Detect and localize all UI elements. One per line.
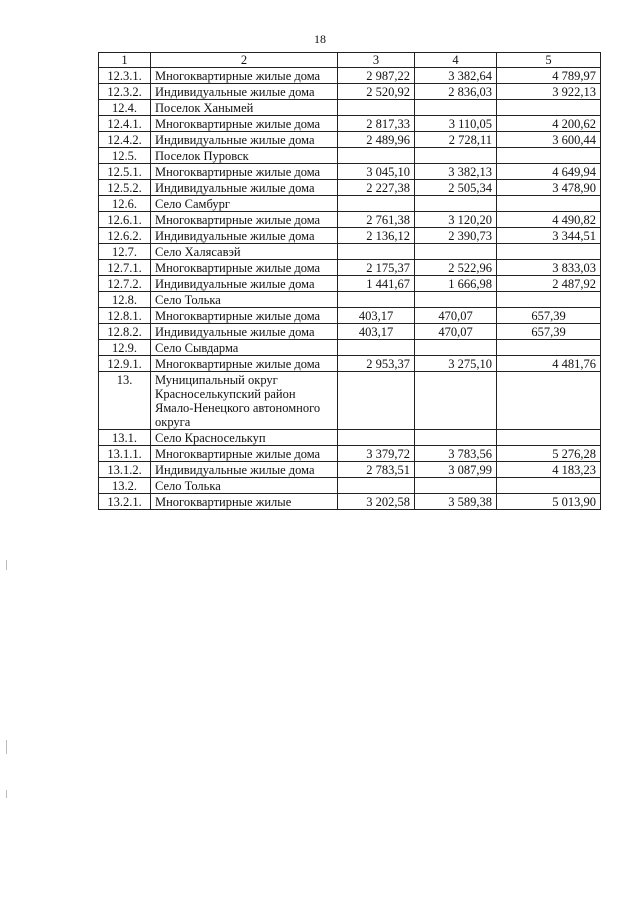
header-cell-2: 2 <box>151 53 338 68</box>
row-value-col4: 2 836,03 <box>415 84 497 100</box>
row-number: 12.6. <box>99 196 151 212</box>
row-value-col4: 1 666,98 <box>415 276 497 292</box>
row-name: Индивидуальные жилые дома <box>151 132 338 148</box>
row-value-col5: 657,39 <box>497 308 601 324</box>
table-row <box>99 324 601 340</box>
row-value-col4: 3 589,38 <box>415 494 497 510</box>
row-value-col3: 2 489,96 <box>338 132 415 148</box>
row-value-col3 <box>338 148 415 164</box>
row-value-col3: 2 987,22 <box>338 68 415 84</box>
row-value-col5: 3 600,44 <box>497 132 601 148</box>
table-row <box>99 260 601 276</box>
row-value-col4: 3 275,10 <box>415 356 497 372</box>
table-row <box>99 340 601 356</box>
table-row <box>99 478 601 494</box>
row-value-col3: 3 379,72 <box>338 446 415 462</box>
table-row <box>99 430 601 446</box>
row-number: 12.8.1. <box>99 308 151 324</box>
row-value-col4: 2 390,73 <box>415 228 497 244</box>
row-number: 12.6.1. <box>99 212 151 228</box>
table-row <box>99 180 601 196</box>
row-value-col3: 3 202,58 <box>338 494 415 510</box>
row-value-col5: 5 013,90 <box>497 494 601 510</box>
row-name: Индивидуальные жилые дома <box>151 84 338 100</box>
row-value-col3 <box>338 244 415 260</box>
row-name: Индивидуальные жилые дома <box>151 180 338 196</box>
row-value-col4: 3 120,20 <box>415 212 497 228</box>
row-value-col3: 1 441,67 <box>338 276 415 292</box>
row-value-col5: 657,39 <box>497 324 601 340</box>
row-name: Муниципальный округ Красноселькупский район Ямало-Ненецкого автономного округа <box>151 372 338 430</box>
row-number: 12.8. <box>99 292 151 308</box>
row-value-col5: 4 200,62 <box>497 116 601 132</box>
row-value-col5: 5 276,28 <box>497 446 601 462</box>
table-row <box>99 244 601 260</box>
row-value-col4: 3 110,05 <box>415 116 497 132</box>
row-number: 13.2. <box>99 478 151 494</box>
row-value-col4 <box>415 430 497 446</box>
row-value-col4 <box>415 148 497 164</box>
row-value-col5 <box>497 340 601 356</box>
table-row <box>99 100 601 116</box>
row-value-col3: 2 520,92 <box>338 84 415 100</box>
row-value-col5: 4 649,94 <box>497 164 601 180</box>
row-value-col3: 2 227,38 <box>338 180 415 196</box>
row-name: Многоквартирные жилые дома <box>151 308 338 324</box>
row-name: Многоквартирные жилые дома <box>151 212 338 228</box>
row-value-col4: 2 728,11 <box>415 132 497 148</box>
table-row <box>99 164 601 180</box>
header-cell-1: 1 <box>99 53 151 68</box>
row-value-col5 <box>497 372 601 430</box>
header-cell-4: 4 <box>415 53 497 68</box>
table-row <box>99 356 601 372</box>
row-value-col4 <box>415 100 497 116</box>
table-row <box>99 308 601 324</box>
row-name: Многоквартирные жилые дома <box>151 260 338 276</box>
row-number: 12.7. <box>99 244 151 260</box>
row-value-col3: 2 817,33 <box>338 116 415 132</box>
row-value-col4 <box>415 292 497 308</box>
table-row <box>99 196 601 212</box>
table-row <box>99 212 601 228</box>
row-number: 12.9. <box>99 340 151 356</box>
header-cell-5: 5 <box>497 53 601 68</box>
row-value-col4: 3 382,13 <box>415 164 497 180</box>
row-value-col5: 3 922,13 <box>497 84 601 100</box>
row-value-col5 <box>497 196 601 212</box>
row-name: Поселок Пуровск <box>151 148 338 164</box>
row-name: Село Сывдарма <box>151 340 338 356</box>
table-row <box>99 116 601 132</box>
row-name: Многоквартирные жилые дома <box>151 164 338 180</box>
row-value-col5: 2 487,92 <box>497 276 601 292</box>
row-value-col4: 3 087,99 <box>415 462 497 478</box>
row-value-col5: 3 478,90 <box>497 180 601 196</box>
row-number: 12.3.2. <box>99 84 151 100</box>
row-name: Индивидуальные жилые дома <box>151 228 338 244</box>
row-number: 12.5.2. <box>99 180 151 196</box>
row-value-col4: 2 522,96 <box>415 260 497 276</box>
header-cell-3: 3 <box>338 53 415 68</box>
row-value-col5: 4 490,82 <box>497 212 601 228</box>
row-name: Многоквартирные жилые дома <box>151 116 338 132</box>
row-value-col3 <box>338 196 415 212</box>
row-value-col5 <box>497 292 601 308</box>
row-number: 13. <box>99 372 151 430</box>
table-row <box>99 462 601 478</box>
row-value-col3: 2 953,37 <box>338 356 415 372</box>
row-value-col3: 2 783,51 <box>338 462 415 478</box>
row-value-col5: 3 344,51 <box>497 228 601 244</box>
row-value-col5 <box>497 430 601 446</box>
row-number: 13.1.1. <box>99 446 151 462</box>
table-row <box>99 148 601 164</box>
row-value-col3 <box>338 100 415 116</box>
row-name: Село Толька <box>151 292 338 308</box>
row-number: 12.5. <box>99 148 151 164</box>
row-name: Село Самбург <box>151 196 338 212</box>
row-name: Индивидуальные жилые дома <box>151 276 338 292</box>
tariff-table <box>98 52 601 510</box>
row-value-col5 <box>497 478 601 494</box>
row-value-col5: 4 789,97 <box>497 68 601 84</box>
row-value-col4 <box>415 244 497 260</box>
table-row <box>99 292 601 308</box>
row-value-col5: 4 183,23 <box>497 462 601 478</box>
row-name: Индивидуальные жилые дома <box>151 462 338 478</box>
row-value-col5 <box>497 244 601 260</box>
row-value-col5: 3 833,03 <box>497 260 601 276</box>
row-value-col3: 3 045,10 <box>338 164 415 180</box>
row-name: Индивидуальные жилые дома <box>151 324 338 340</box>
row-number: 12.4.1. <box>99 116 151 132</box>
row-name: Многоквартирные жилые дома <box>151 68 338 84</box>
row-value-col4: 2 505,34 <box>415 180 497 196</box>
table-row <box>99 68 601 84</box>
row-number: 12.5.1. <box>99 164 151 180</box>
page-number: 18 <box>314 32 326 46</box>
row-value-col3: 2 136,12 <box>338 228 415 244</box>
row-number: 12.7.1. <box>99 260 151 276</box>
row-number: 12.3.1. <box>99 68 151 84</box>
row-value-col3 <box>338 372 415 430</box>
row-number: 12.6.2. <box>99 228 151 244</box>
scan-edge-marks <box>6 0 8 905</box>
table-row <box>99 276 601 292</box>
row-value-col4 <box>415 478 497 494</box>
row-value-col3 <box>338 292 415 308</box>
table-row <box>99 84 601 100</box>
row-value-col4 <box>415 196 497 212</box>
row-value-col5: 4 481,76 <box>497 356 601 372</box>
row-value-col4 <box>415 372 497 430</box>
row-value-col3: 2 761,38 <box>338 212 415 228</box>
row-value-col4: 3 382,64 <box>415 68 497 84</box>
row-value-col3 <box>338 340 415 356</box>
row-value-col4: 470,07 <box>415 308 497 324</box>
row-value-col4 <box>415 340 497 356</box>
row-value-col5 <box>497 100 601 116</box>
row-number: 12.4.2. <box>99 132 151 148</box>
row-name: Поселок Ханымей <box>151 100 338 116</box>
row-value-col3: 403,17 <box>338 308 415 324</box>
table-row <box>99 228 601 244</box>
row-value-col4: 3 783,56 <box>415 446 497 462</box>
row-value-col5 <box>497 148 601 164</box>
row-number: 12.4. <box>99 100 151 116</box>
table-row <box>99 372 601 430</box>
table-row <box>99 494 601 510</box>
table-header-row <box>99 53 601 68</box>
row-value-col3: 403,17 <box>338 324 415 340</box>
row-number: 12.8.2. <box>99 324 151 340</box>
row-name: Многоквартирные жилые дома <box>151 356 338 372</box>
table-row <box>99 132 601 148</box>
row-value-col3: 2 175,37 <box>338 260 415 276</box>
row-name: Село Халясавэй <box>151 244 338 260</box>
row-number: 13.1. <box>99 430 151 446</box>
row-number: 13.2.1. <box>99 494 151 510</box>
row-name: Многоквартирные жилые дома <box>151 446 338 462</box>
row-number: 12.9.1. <box>99 356 151 372</box>
row-value-col4: 470,07 <box>415 324 497 340</box>
row-value-col3 <box>338 478 415 494</box>
table-row <box>99 446 601 462</box>
row-number: 13.1.2. <box>99 462 151 478</box>
row-number: 12.7.2. <box>99 276 151 292</box>
row-name: Село Толька <box>151 478 338 494</box>
row-name: Многоквартирные жилые <box>151 494 338 510</box>
row-value-col3 <box>338 430 415 446</box>
row-name: Село Красноселькуп <box>151 430 338 446</box>
